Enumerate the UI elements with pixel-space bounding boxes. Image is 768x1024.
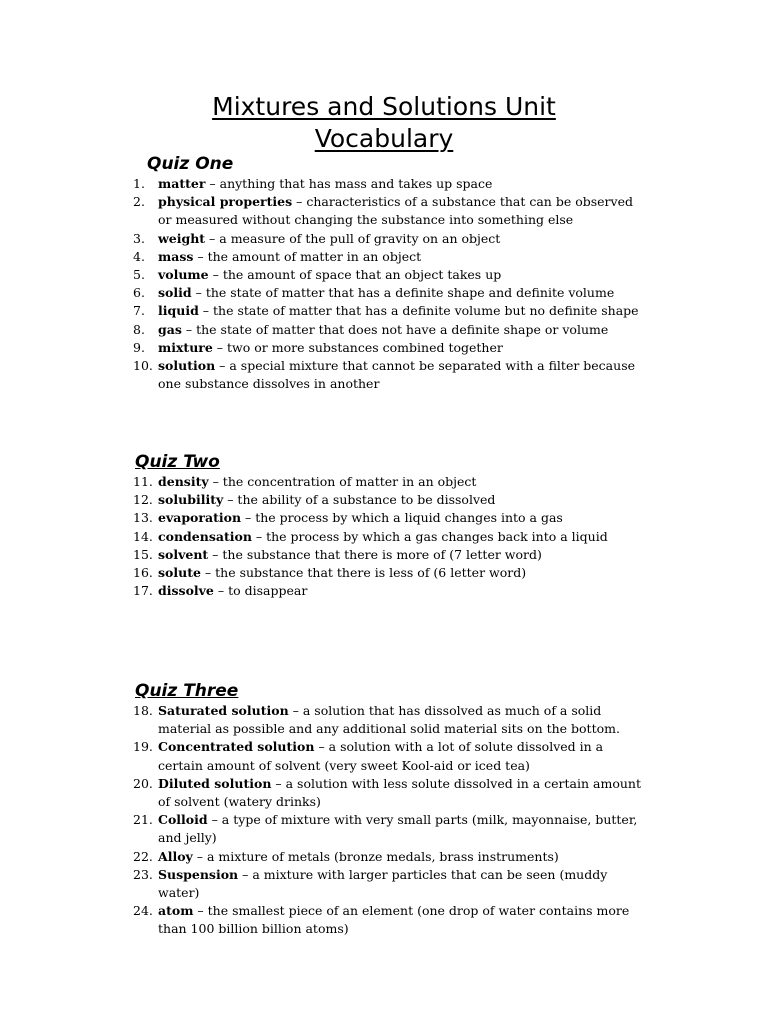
page-title-line-1: Mixtures and Solutions Unit — [212, 92, 556, 121]
vocab-term: evaporation — [158, 510, 242, 526]
vocab-item — [0, 509, 648, 527]
vocab-item-number: 1. — [133, 176, 145, 191]
vocab-definition: – a special mixture that cannot be separated with a filter because one substance dissolves in another — [158, 358, 636, 392]
vocab-item — [0, 582, 648, 600]
vocab-term: Alloy — [158, 848, 193, 864]
vocab-definition: – the state of matter that has a definite shape and definite volume — [191, 285, 615, 301]
vocab-item — [0, 175, 648, 193]
vocab-item-number: 7. — [133, 303, 145, 319]
vocab-item-number: 13. — [133, 510, 153, 526]
vocab-item — [0, 702, 648, 738]
vocab-term: atom — [158, 903, 194, 919]
vocab-list-quiz-one — [0, 175, 768, 393]
vocab-term: Diluted solution — [158, 775, 272, 791]
vocab-item-number: 9. — [133, 339, 145, 355]
vocab-definition: – a solution with a lot of solute dissolved in a certain amount of solvent (very sweet Kool-aid or iced tea) — [158, 739, 604, 773]
vocab-item-number: 16. — [133, 565, 153, 581]
vocab-term: condensation — [158, 528, 252, 544]
vocab-definition: – characteristics of a substance that can be observed or measured without changing the substance into something else — [158, 194, 633, 228]
vocab-item — [0, 491, 648, 509]
vocab-item-number: 15. — [133, 546, 153, 562]
vocab-item — [0, 528, 648, 546]
vocab-item-number: 6. — [133, 285, 145, 301]
vocab-list-quiz-three — [0, 702, 768, 939]
vocab-definition: – the concentration of matter in an object — [208, 474, 477, 489]
vocab-item — [0, 321, 648, 339]
vocab-definition: – a mixture of metals (bronze medals, brass instruments) — [192, 848, 559, 864]
vocab-item — [0, 775, 648, 811]
vocab-term: mixture — [158, 339, 213, 355]
vocab-term: physical properties — [158, 194, 293, 210]
vocab-term: matter — [158, 176, 206, 191]
vocab-definition: – the amount of matter in an object — [193, 248, 422, 264]
section-heading-quiz-three: Quiz Three — [135, 681, 239, 701]
vocab-definition: – the process by which a liquid changes into a gas — [241, 510, 563, 526]
vocab-term: density — [158, 474, 209, 489]
vocab-item-number: 18. — [133, 703, 153, 718]
vocab-item — [0, 230, 648, 248]
vocab-definition: – anything that has mass and takes up space — [205, 176, 493, 191]
vocab-item-number: 5. — [133, 267, 145, 283]
vocab-item-number: 11. — [133, 474, 153, 489]
vocab-term: solution — [158, 358, 216, 374]
vocab-definition: – the ability of a substance to be dissolved — [223, 492, 496, 508]
vocab-item-number: 3. — [133, 230, 145, 246]
vocab-item — [0, 738, 648, 774]
vocab-item — [0, 546, 648, 564]
vocab-item — [0, 357, 648, 393]
vocab-item — [0, 302, 648, 320]
vocab-definition: – two or more substances combined together — [212, 339, 503, 355]
vocab-term: volume — [158, 267, 209, 283]
vocab-item-number: 24. — [133, 903, 153, 919]
vocab-definition: – the substance that there is more of (7 letter word) — [208, 546, 542, 562]
vocab-term: Concentrated solution — [158, 739, 315, 755]
vocab-item — [0, 564, 648, 582]
vocab-definition: – the amount of space that an object takes up — [208, 267, 502, 283]
vocab-term: Colloid — [158, 812, 208, 828]
page-title — [0, 91, 768, 155]
vocab-term: weight — [158, 230, 206, 246]
vocab-term: Suspension — [158, 866, 239, 882]
section-heading-quiz-one: Quiz One — [147, 154, 234, 174]
vocab-term: dissolve — [158, 583, 214, 599]
vocab-item-number: 4. — [133, 248, 145, 264]
vocab-item — [0, 902, 648, 938]
vocab-item — [0, 866, 648, 902]
vocab-definition: – the process by which a gas changes back into a liquid — [251, 528, 608, 544]
vocab-term: gas — [158, 321, 182, 337]
vocab-item — [0, 248, 648, 266]
vocab-item-number: 20. — [133, 775, 153, 791]
vocab-definition: – a mixture with larger particles that can be seen (muddy water) — [158, 866, 608, 901]
vocab-item-number: 17. — [133, 583, 153, 599]
vocab-item-number: 21. — [133, 812, 153, 828]
vocab-item — [0, 193, 648, 229]
vocab-item — [0, 811, 648, 847]
vocab-item-number: 10. — [133, 358, 153, 374]
page-title-line-2: Vocabulary — [314, 124, 454, 153]
vocab-definition: – the substance that there is less of (6 letter word) — [200, 565, 527, 581]
vocab-item-number: 14. — [133, 528, 153, 544]
vocab-item — [0, 266, 648, 284]
vocab-definition: – the state of matter that has a definite volume but no definite shape — [198, 303, 639, 319]
vocab-definition: – a type of mixture with very small parts (milk, mayonnaise, butter, and jelly) — [158, 812, 638, 846]
vocab-item-number: 8. — [133, 321, 145, 337]
section-heading-quiz-two: Quiz Two — [135, 452, 220, 472]
vocab-definition: – to disappear — [213, 583, 308, 599]
vocab-definition: – the state of matter that does not have a definite shape or volume — [181, 321, 609, 337]
vocab-item — [0, 284, 648, 302]
vocab-term: solvent — [158, 546, 209, 562]
vocab-term: solubility — [158, 492, 224, 508]
vocab-term: solute — [158, 565, 201, 581]
vocab-term: liquid — [158, 303, 199, 319]
vocab-item-number: 23. — [133, 866, 153, 882]
vocab-definition: – the smallest piece of an element (one drop of water contains more than 100 billion billion atoms) — [158, 903, 630, 937]
vocab-item-number: 2. — [133, 194, 145, 210]
vocab-term: solid — [158, 285, 192, 301]
vocab-item-number: 19. — [133, 739, 153, 755]
vocab-item — [0, 848, 648, 866]
vocab-term: Saturated solution — [158, 703, 289, 718]
vocab-definition: – a solution with less solute dissolved in a certain amount of solvent (watery drinks) — [158, 775, 641, 810]
vocab-item-number: 22. — [133, 848, 153, 864]
vocab-item — [0, 473, 648, 491]
vocab-list-quiz-two — [0, 473, 768, 600]
vocab-definition: – a solution that has dissolved as much of a solid material as possible and any additional solid material sits on the bottom. — [158, 703, 620, 737]
vocab-term: mass — [158, 248, 194, 264]
vocab-definition: – a measure of the pull of gravity on an object — [205, 230, 501, 246]
vocab-item-number: 12. — [133, 492, 153, 508]
vocab-item — [0, 339, 648, 357]
